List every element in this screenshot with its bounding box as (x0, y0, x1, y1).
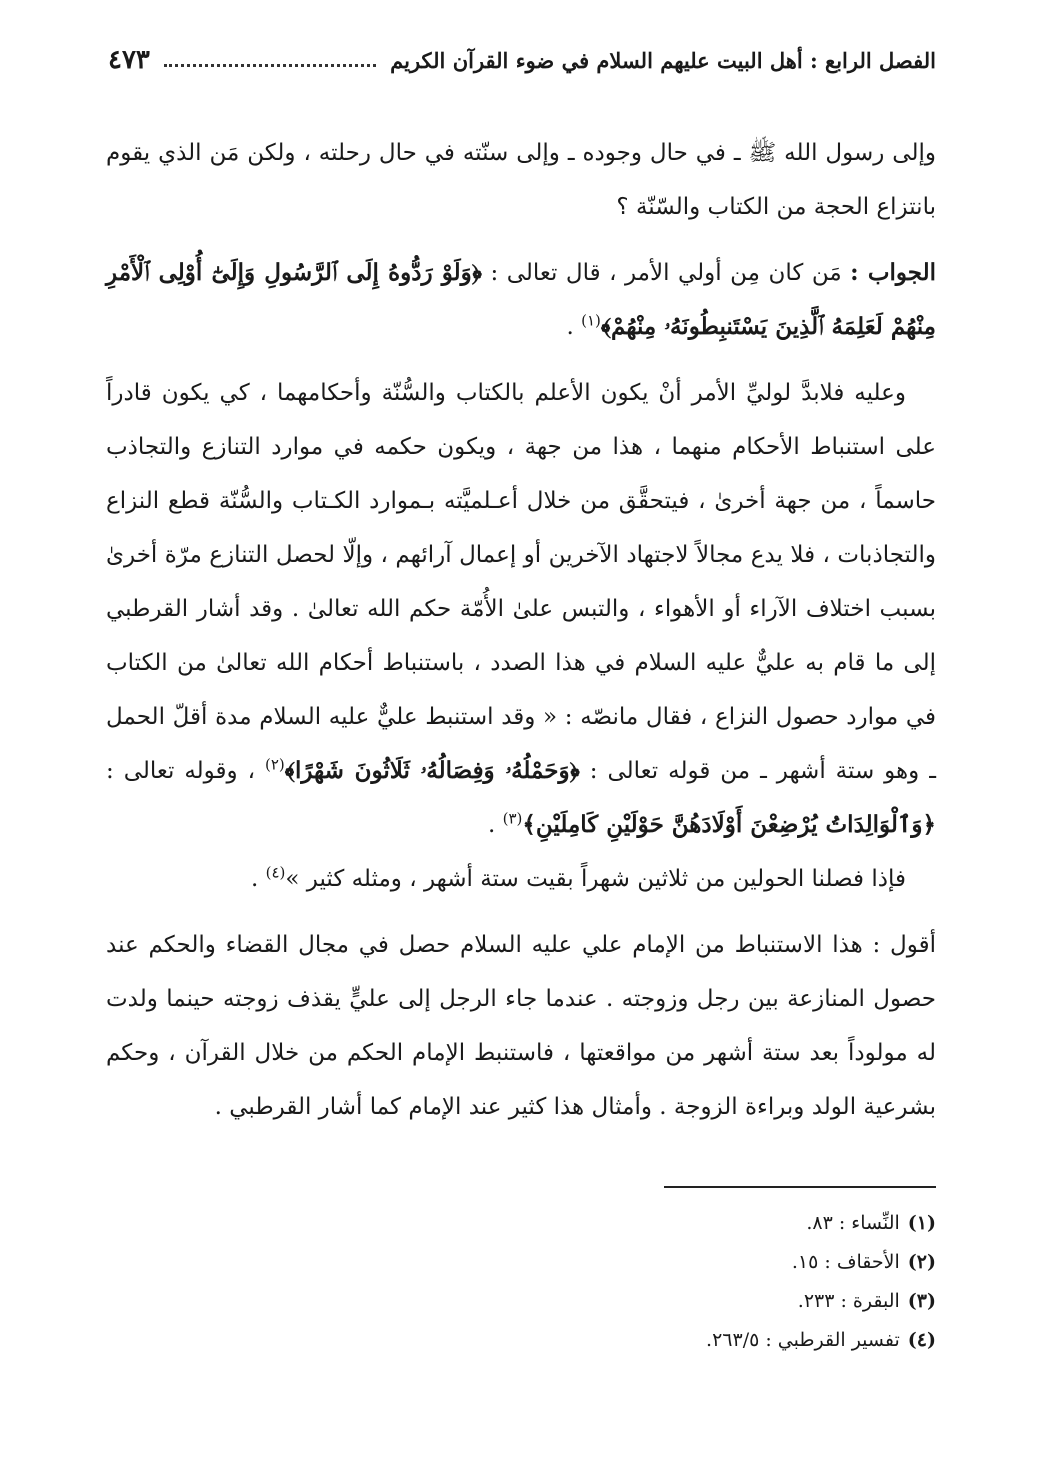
quran-verse: ﴿وَحَمْلُهُۥ وَفِصَالُهُۥ ثَلَاثُونَ شَهْرًا﴾ (284, 757, 580, 784)
paragraph-answer (106, 246, 936, 354)
running-title: الفصل الرابع : أهل البيت عليهم السلام في ضوء القرآن الكريم (390, 47, 936, 73)
footnote-ref[interactable]: (٤) (265, 863, 286, 882)
footnote-number: (٤) (907, 1329, 936, 1351)
answer-text: مَن كان مِن أولي الأمر ، قال تعالى : (481, 260, 851, 286)
footnotes (520, 1204, 936, 1360)
footnote-number: (٢) (907, 1251, 936, 1273)
footnote-text: الأحقاف : ١٥. (791, 1251, 900, 1273)
footnote-number: (٣) (907, 1290, 936, 1312)
sentence-end: . (250, 866, 266, 892)
footnote-item (520, 1321, 936, 1360)
footnote-number: (١) (907, 1212, 936, 1234)
quran-verse: ﴿وَٱلْوَالِدَاتُ يُرْضِعْنَ أَوْلَادَهُنَّ حَوْلَيْنِ كَامِلَيْنِ﴾ (522, 811, 936, 838)
footnote-item (520, 1282, 936, 1321)
footnote-separator (664, 1186, 936, 1188)
discussion-text: وعليه فلابدَّ لوليِّ الأمر أنْ يكون الأعلم بالكتاب والسُّنّة وأحكامهما ، كي يكون قادراً على استنباط الأحكام منهما ، هذا من جهة ، ويكون حكمه في موارد التنازع والتجاذب حاسماً ، من جهة أخرىٰ ، فيتحقَّق من خلال أعـلميَّته بـموارد الكـتاب والسُّنّة قطع النزاع والتجاذبات ، فلا يدع مجالاً لاجتهاد الآخرين أو إعمال آرائهم ، وإلّا لحصل التنازع مرّة أخرىٰ بسبب اختلاف الآراء أو الأهواء ، والتبس علىٰ الأُمّة حكم الله تعالىٰ . وقد أشار القرطبي إلى ما قام به عليٌّ عليه السلام في هذا الصدد ، باستنباط أحكام الله تعالىٰ من الكتاب في موارد حصول النزاع ، فقال مانصّه : « وقد استنبط عليٌّ عليه السلام مدة أقلّ الحمل ـ وهو ستة أشهر ـ من قوله تعالى : (106, 380, 936, 784)
discussion-text: ، وقوله تعالى : (106, 758, 265, 784)
footnote-text: النِّساء : ٨٣. (806, 1212, 900, 1234)
quran-verse: ﴿وَلَوْ رَدُّوهُ إِلَى ٱلرَّسُولِ وَإِلَىٰٓ أُوْلِى ٱلْأَمْرِ مِنْهُمْ لَعَلِمَهُ ٱلَّذِينَ يَسْتَنبِطُونَهُۥ مِنْهُمْ﴾ (106, 259, 936, 340)
paragraph-intro: وإلى رسول الله ﷺ ـ في حال وجوده ـ وإلى سنّته في حال رحلته ، ولكن مَن الذي يقوم بانتزاع الحجة من الكتاب والسّنّة ؟ (106, 140, 936, 220)
footnote-ref[interactable]: (١) (581, 311, 601, 330)
footnote-text: البقرة : ٢٣٣. (797, 1290, 900, 1312)
answer-label: الجواب : (850, 259, 936, 286)
main-text (106, 126, 936, 1134)
footnote-text: تفسير القرطبي : ٢٦٣/٥. (706, 1329, 900, 1351)
footnote-item (520, 1243, 936, 1282)
quote-text: فإذا فصلنا الحولين من ثلاثين شهراً بقيت ستة أشهر ، ومثله كثير » (285, 866, 906, 892)
page-number: ٤٧٣ (108, 45, 150, 75)
running-header (108, 40, 936, 80)
sentence-end: . (488, 812, 503, 838)
paragraph-comment: أقول : هذا الاستنباط من الإمام علي عليه السلام حصل في مجال القضاء والحكم عند حصول المنازعة بين رجل وزوجته . عندما جاء الرجل إلى عليٍّ يقذف زوجته حينما ولدت له مولوداً بعد ستة أشهر من مواقعتها ، فاستنبط الإمام الحكم من خلال القرآن ، وحكم بشرعية الولد وبراءة الزوجة . وأمثال هذا كثير عند الإمام كما أشار القرطبي . (106, 932, 936, 1120)
footnote-item (520, 1204, 936, 1243)
paragraph-discussion (106, 366, 936, 852)
footnote-ref[interactable]: (٣) (502, 809, 523, 828)
footnote-ref[interactable]: (٢) (265, 755, 285, 774)
paragraph-quote-end (106, 852, 936, 906)
leader-dots (164, 64, 376, 67)
sentence-end: . (566, 314, 582, 340)
